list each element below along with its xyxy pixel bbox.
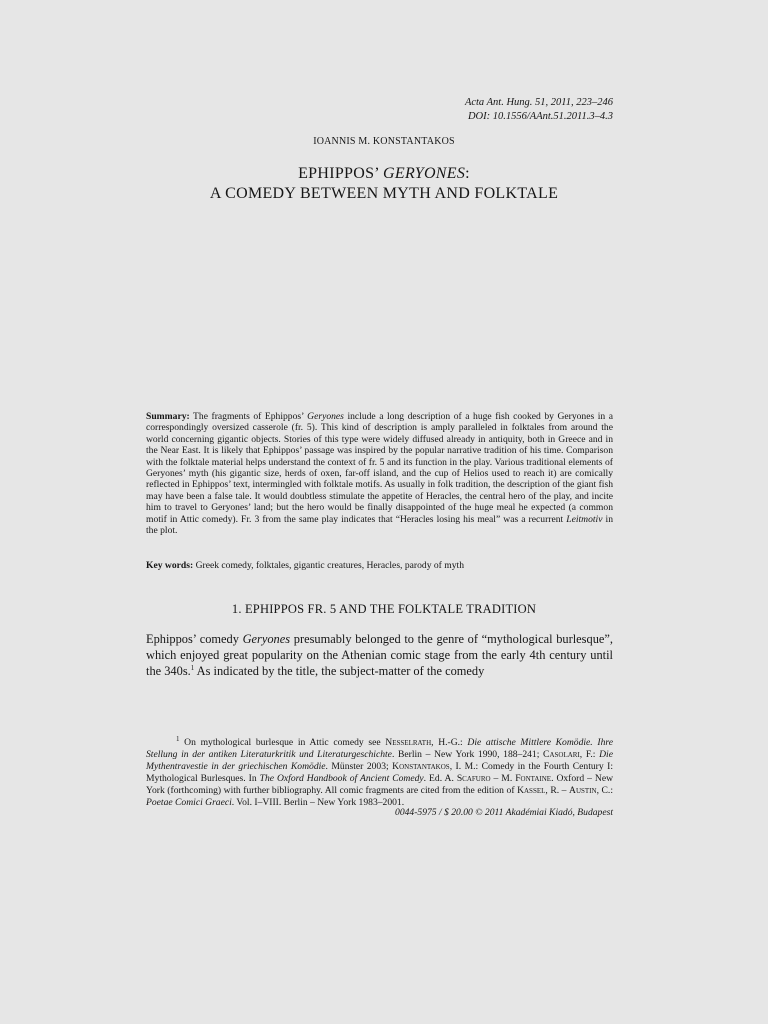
footnote-mark: 1 — [176, 734, 180, 743]
fn-text: . Berlin – New York 1990, 188–241; — [391, 749, 544, 760]
author-name: IOANNIS M. KONSTANTAKOS — [313, 136, 455, 147]
fn-text: – M. — [490, 773, 516, 784]
fn-text: , H.-G.: — [431, 737, 468, 748]
fn-text: , F.: — [579, 749, 600, 760]
body-text-a: Ephippos’ comedy — [146, 632, 243, 646]
section-heading: 1. EPHIPPOS FR. 5 AND THE FOLKTALE TRADITION — [231, 602, 537, 616]
summary-text-a: The fragments of Ephippos’ — [189, 411, 308, 422]
keywords — [146, 560, 613, 572]
keywords-text: Greek comedy, folktales, gigantic creatures, Heracles, parody of myth — [193, 560, 464, 571]
summary-text-c: in the plot. — [146, 513, 613, 537]
fn-book-title: Die Mythentravestie in der griechischen Komödie — [146, 749, 613, 772]
fn-author: Konstantakos — [392, 761, 450, 772]
fn-author: Casolari — [543, 749, 580, 760]
fn-author: Kassel — [517, 785, 546, 796]
fn-book-title: Die attische Mittlere Komödie. Ihre Stellung in der antiken Literaturkritik und Literaturgeschichte — [146, 737, 613, 760]
fn-text: . Münster 2003; — [325, 761, 393, 772]
fn-text: . Oxford – New York (forthcoming) with further bibliography. All comic fragments are cited from the edition of — [146, 773, 614, 796]
paper-title — [0, 164, 768, 204]
title-prefix: EPHIPPOS’ — [298, 165, 384, 182]
body-text-c: As indicated by the title, the subject-matter of the comedy — [194, 664, 485, 678]
footnote-reference: 1 — [190, 663, 195, 672]
fn-author: Scafuro — [456, 773, 491, 784]
title-colon: : — [465, 165, 470, 182]
doi: DOI: 10.1556/AAnt.51.2011.3–4.3 — [467, 111, 613, 122]
fn-author: Austin — [569, 785, 597, 796]
copyright-footer: 0044-5975 / $ 20.00 © 2011 Akadémiai Kiadó, Budapest — [395, 807, 613, 818]
fn-book-title: Poetae Comici Graeci — [146, 797, 232, 808]
title-play-name: GERYONES — [383, 165, 466, 182]
body-italic: Geryones — [242, 632, 291, 646]
fn-text: . Vol. I–VIII. Berlin – New York 1983–2001. — [231, 797, 405, 808]
fn-author: Nesselrath — [385, 737, 432, 748]
footnote — [146, 734, 614, 809]
fn-author: Fontaine — [515, 773, 552, 784]
fn-text: , R. – — [545, 785, 570, 796]
fn-text: . Ed. A. — [423, 773, 457, 784]
body-text-b: presumably belonged to the genre of “mythological burlesque”, which enjoyed great popularity on the Athenian comic stage from the early 4th century until the 340s. — [146, 632, 613, 678]
summary-label: Summary: — [146, 411, 190, 422]
journal-citation: Acta Ant. Hung. 51, 2011, 223–246 — [464, 97, 613, 108]
keywords-label: Key words: — [146, 560, 194, 571]
fn-text: , C.: — [596, 785, 613, 796]
journal-header — [146, 96, 613, 124]
summary-italic-b: Leitmotiv — [566, 513, 603, 525]
fn-book-title: The Oxford Handbook of Ancient Comedy — [259, 773, 424, 784]
fn-text: On mythological burlesque in Attic comedy see — [179, 737, 386, 748]
summary-italic-a: Geryones — [307, 411, 344, 422]
fn-text: , I. M.: Comedy in the Fourth Century I: Mythological Burlesques. In — [146, 761, 613, 784]
summary-text-b: include a long description of a huge fish cooked by Geryones in a correspondingly oversized casserole (fr. 5). This kind of description is amply paralleled in folktales from around the world concerning gigantic objects. Stories of this type were widely diffused already in antiquity, both in Greece and in the Near East. It is likely that Ephippos’ passage was inspired by the popular narrative tradition of his time. Comparison with the folktale material helps understand the context of fr. 5 and its function in the play. Various traditional elements of Geryones’ myth (his gigantic size, herds of oxen, far-off island, and the cup of Helios used to reach it) are comically reflected in Ephippos’ text, intermingled with folktale motifs. As usually in folk tradition, the description of the giant fish may have been a false tale. It would doubtless stimulate the appetite of Heracles, the central hero of the play, and incite him to travel to Geryones’ land; but the hero would be finally disappointed of the huge meal he expected (a common motif in Attic comedy). Fr. 3 from the same play indicates that “Heracles losing his meal” was a recurrent — [146, 411, 613, 525]
abstract — [146, 411, 613, 536]
title-subtitle: A COMEDY BETWEEN MYTH AND FOLKTALE — [209, 185, 559, 202]
body-paragraph — [146, 631, 613, 679]
